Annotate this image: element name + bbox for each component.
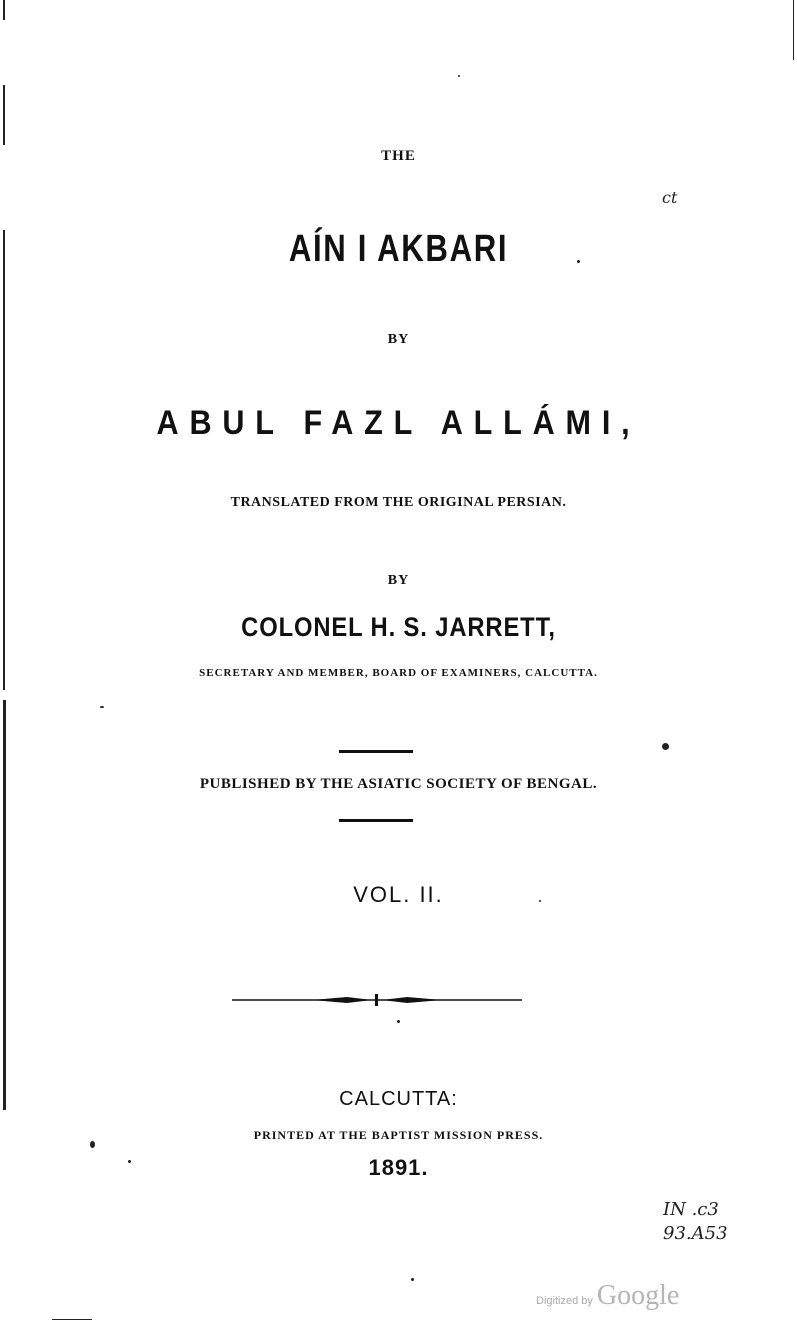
scan-speck [411, 1278, 414, 1281]
divider-rule [339, 750, 413, 753]
title-article: THE [381, 148, 416, 164]
printer-line: PRINTED AT THE BAPTIST MISSION PRESS. [253, 1128, 544, 1142]
author-name: ABUL FAZL ALLÁMI, [156, 404, 641, 442]
scan-bottom-line [52, 1319, 92, 1320]
publisher-line: PUBLISHED BY THE ASIATIC SOCIETY OF BENGAL. [199, 776, 598, 792]
handwritten-shelfmark [663, 1198, 728, 1246]
scan-speck [458, 75, 460, 77]
by-label-author: BY [387, 332, 410, 347]
handwritten-mark: ct [662, 188, 678, 207]
scan-edge-line [3, 85, 5, 145]
scan-speck [662, 743, 669, 750]
translator-name: COLONEL H. S. JARRETT, [241, 612, 556, 642]
translation-note: TRANSLATED FROM THE ORIGINAL PERSIAN. [230, 495, 567, 510]
scan-speck [100, 706, 104, 708]
scan-edge-line [793, 0, 794, 60]
google-logo: Google [596, 1280, 680, 1311]
volume-label: VOL. II. [353, 882, 444, 907]
shelfmark-line: 93.A53 [663, 1223, 728, 1244]
book-title: AÍN I AKBARI [288, 228, 509, 270]
scan-edge-line [3, 0, 5, 20]
digitized-watermark [536, 1280, 679, 1312]
shelfmark-line: IN .c3 [663, 1199, 719, 1220]
by-label-translator: BY [387, 573, 410, 588]
translator-role: SECRETARY AND MEMBER, BOARD OF EXAMINERS, CALCUTTA. [199, 667, 598, 679]
divider-rule [339, 819, 413, 822]
imprint-year: 1891. [368, 1155, 429, 1180]
scan-speck [397, 1020, 400, 1023]
ornamental-rule [232, 992, 522, 1008]
scan-edge-line [3, 230, 5, 690]
imprint-city: CALCUTTA: [339, 1088, 458, 1110]
watermark-prefix: Digitized by [536, 1295, 593, 1307]
